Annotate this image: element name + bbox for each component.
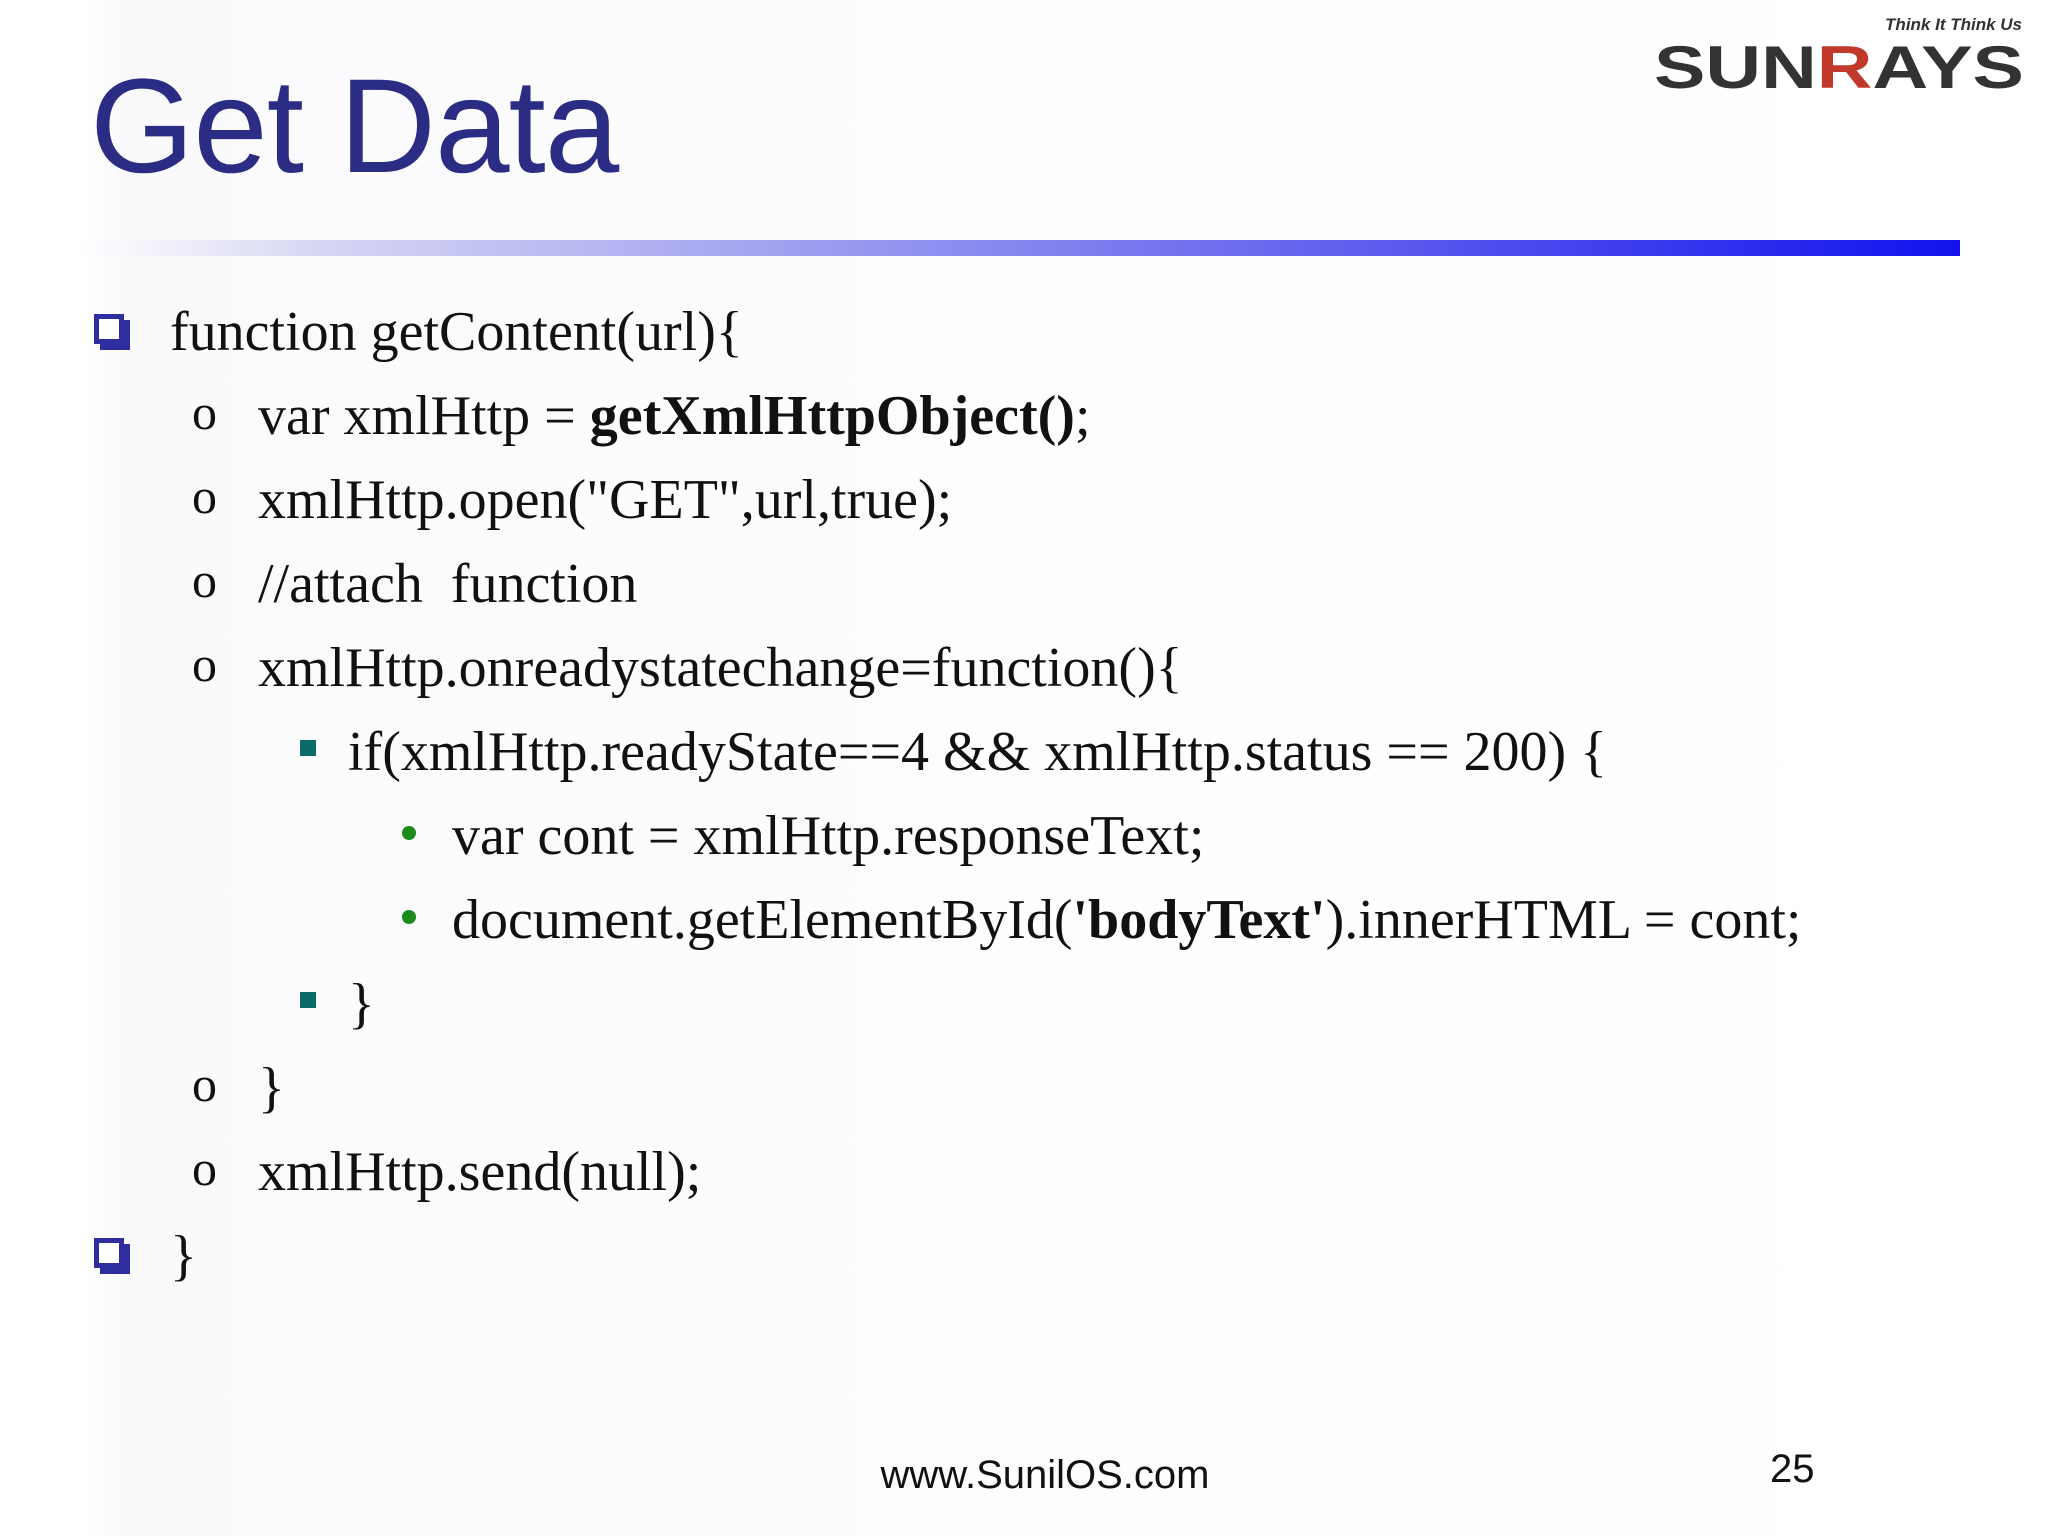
logo-tagline: Think It Think Us <box>1885 15 2022 34</box>
code-line <box>258 464 952 536</box>
code-line-text: xmlHttp.send(null); <box>258 1141 702 1203</box>
page-number: 25 <box>1770 1447 1815 1491</box>
code-line-text: function getContent(url){ <box>170 301 743 363</box>
svg-text:SUNRAYS <box>1654 34 2024 96</box>
checkbox-bullet-icon <box>94 314 124 344</box>
code-line-text: if(xmlHttp.readyState==4 && xmlHttp.status == 200) { <box>348 721 1608 783</box>
code-line <box>258 1052 285 1124</box>
code-line <box>258 1136 701 1208</box>
code-line-text: document.getElementById( <box>452 889 1073 951</box>
code-line <box>452 884 1801 956</box>
code-line <box>170 296 743 368</box>
code-line <box>258 632 1183 704</box>
code-line-text: } <box>258 1057 285 1119</box>
logo-brand-sun: SUN <box>1654 34 1781 96</box>
circle-bullet-icon: o <box>192 1140 217 1196</box>
circle-bullet-icon: o <box>192 468 217 524</box>
code-line-text: } <box>348 973 375 1035</box>
code-line <box>170 1220 197 1292</box>
square-bullet-icon <box>300 992 316 1008</box>
title-divider <box>80 240 1960 256</box>
dot-bullet-icon <box>402 910 416 924</box>
code-line-text: xmlHttp.open("GET",url,true); <box>258 469 953 531</box>
code-line <box>348 968 375 1040</box>
circle-bullet-icon: o <box>192 1056 217 1112</box>
slide-title: Get Data <box>90 52 619 201</box>
code-line-text: } <box>170 1225 197 1287</box>
circle-bullet-icon: o <box>192 384 217 440</box>
logo-brand-rays: R AYS <box>1816 34 1991 96</box>
square-bullet-icon <box>300 740 316 756</box>
sunrays-logo <box>1650 12 2030 96</box>
code-line-bold-text: 'bodyText' <box>1072 889 1326 951</box>
code-line-text: var xmlHttp = <box>258 385 590 447</box>
footer-url: www.SunilOS.com <box>880 1453 1210 1497</box>
checkbox-bullet-icon <box>94 1238 124 1268</box>
code-line-text: var cont = xmlHttp.responseText; <box>452 805 1205 867</box>
code-line <box>258 380 1091 452</box>
code-line-text: ; <box>1074 385 1091 447</box>
circle-bullet-icon: o <box>192 636 217 692</box>
code-line <box>348 716 1607 788</box>
code-line-bold-text: getXmlHttpObject() <box>589 385 1075 447</box>
code-line-text: //attach function <box>258 553 638 615</box>
dot-bullet-icon <box>402 826 416 840</box>
code-line-text: xmlHttp.onreadystatechange=function(){ <box>258 637 1183 699</box>
code-line-text: ).innerHTML = cont; <box>1325 889 1802 951</box>
code-line <box>452 800 1204 872</box>
code-line <box>258 548 637 620</box>
circle-bullet-icon: o <box>192 552 217 608</box>
